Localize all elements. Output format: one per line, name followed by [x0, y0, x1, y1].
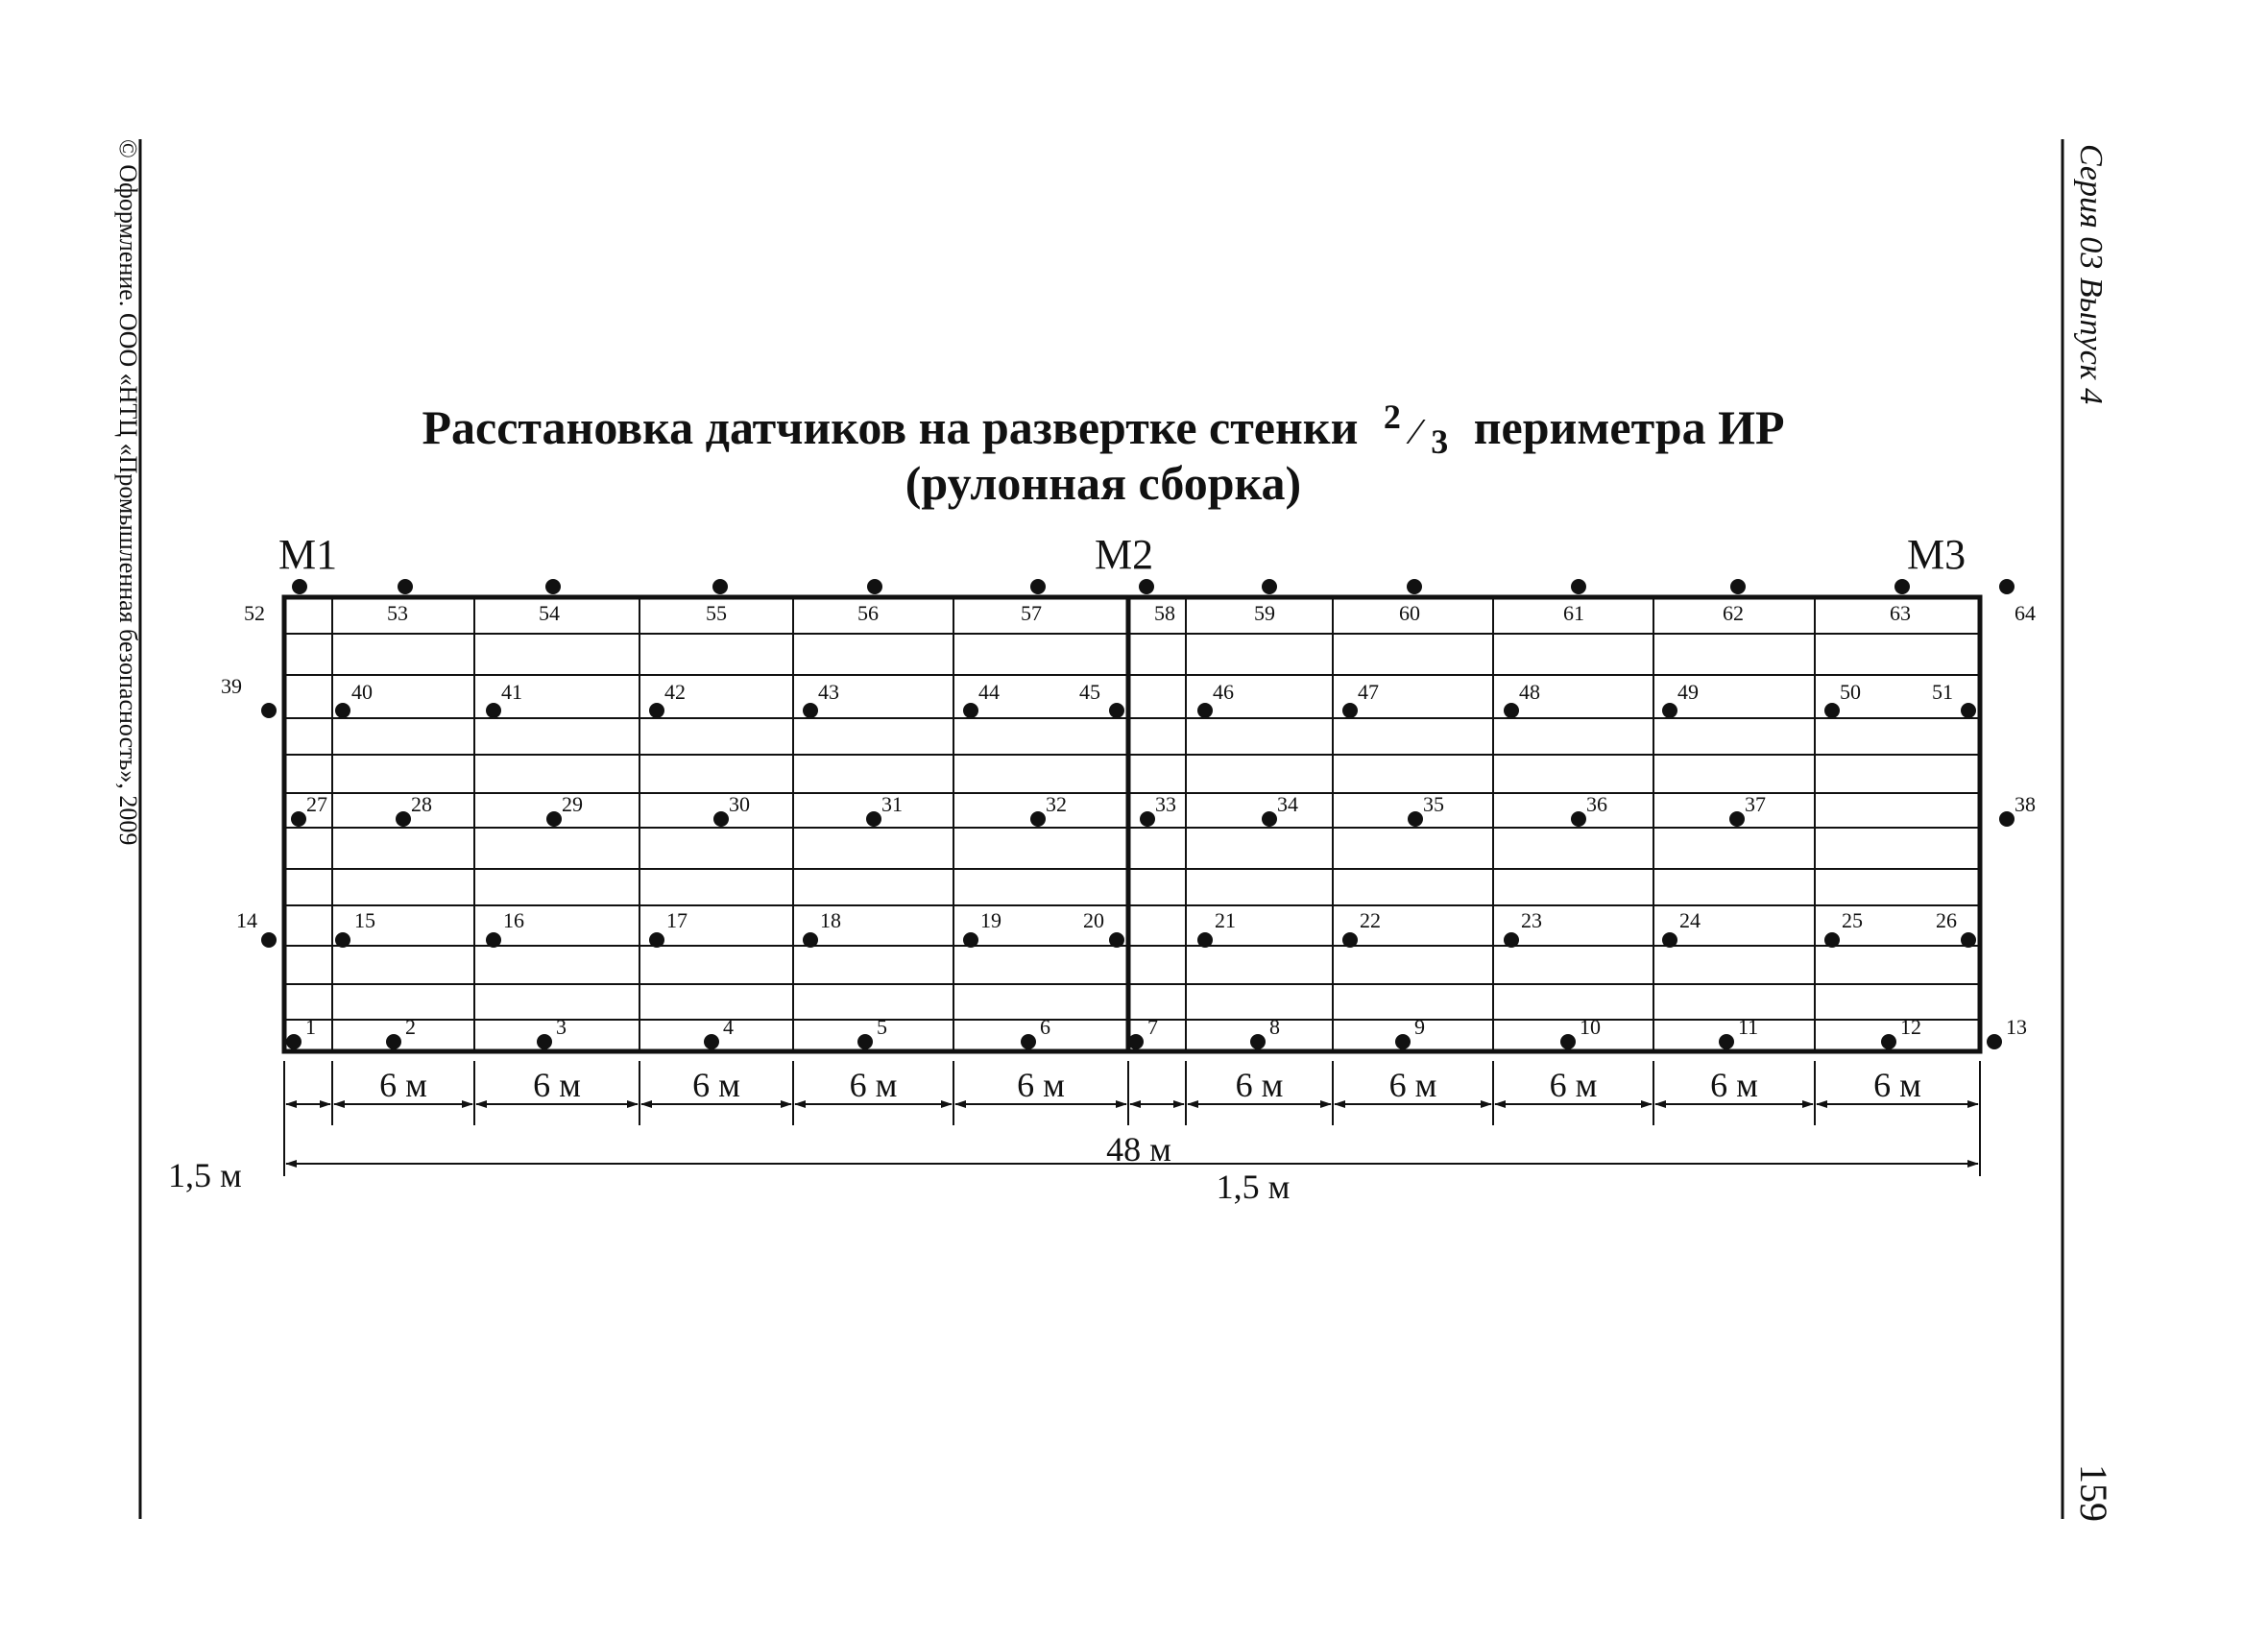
- sensor-dot: [1197, 932, 1213, 948]
- sensor-number: 22: [1360, 908, 1381, 932]
- segment-length-label: 6 м: [1710, 1066, 1758, 1104]
- sensor-dot: [1408, 811, 1423, 827]
- sensor-number: 15: [354, 908, 375, 932]
- copyright-text: © Оформление. ООО «НТЦ «Промышленная безопасность», 2009: [114, 139, 142, 846]
- sensor-dot: [1881, 1034, 1896, 1049]
- sensor-dot: [1342, 932, 1358, 948]
- sensor-number: 42: [664, 680, 686, 704]
- sensor-number: 58: [1154, 601, 1175, 625]
- sensor-dot: [1999, 811, 2015, 827]
- sensor-dot: [1894, 579, 1910, 594]
- sensor-dot: [1560, 1034, 1576, 1049]
- sensor-number: 3: [556, 1015, 567, 1039]
- sensor-dot: [335, 703, 350, 718]
- sensor-dot: [1961, 703, 1976, 718]
- sensor-dot: [1571, 811, 1586, 827]
- sensor-number: 46: [1213, 680, 1234, 704]
- sensor-number: 61: [1563, 601, 1584, 625]
- sensor-dot: [1729, 811, 1745, 827]
- sensor-number: 17: [666, 908, 688, 932]
- total-length-label: 48 м: [1106, 1130, 1171, 1168]
- sensor-number: 31: [881, 792, 903, 816]
- sensor-number: 14: [236, 908, 257, 932]
- segment-length-label: 6 м: [1873, 1066, 1921, 1104]
- sensor-number: 26: [1936, 908, 1957, 932]
- sensor-dot: [1407, 579, 1422, 594]
- sensor-number: 36: [1586, 792, 1607, 816]
- sensor-number: 23: [1521, 908, 1542, 932]
- sensor-number: 53: [387, 601, 408, 625]
- sensor-dot: [1730, 579, 1746, 594]
- sensor-number: 50: [1840, 680, 1861, 704]
- sensor-number: 43: [818, 680, 839, 704]
- sensor-dot: [486, 703, 501, 718]
- diagram-title: Расстановка датчиков на развертке стенки $^2$ $_⁄$ $_3$ периметра ИР: [422, 397, 1785, 461]
- sensor-dot: [291, 811, 306, 827]
- sensor-dot: [1395, 1034, 1411, 1049]
- sensor-number: 44: [978, 680, 1000, 704]
- sensor-dot: [649, 932, 664, 948]
- sensor-number: 54: [539, 601, 560, 625]
- sensor-number: 5: [877, 1015, 887, 1039]
- sensor-number: 56: [857, 601, 879, 625]
- sensor-dot: [963, 932, 978, 948]
- sensor-dot: [866, 811, 881, 827]
- sensor-dot: [1961, 932, 1976, 948]
- marker-m3: М3: [1907, 531, 1966, 578]
- marker-m2: М2: [1095, 531, 1154, 578]
- sensor-number: 13: [2006, 1015, 2027, 1039]
- sensor-dot: [398, 579, 413, 594]
- segment-length-label: 6 м: [1017, 1066, 1065, 1104]
- sensor-dot: [286, 1034, 302, 1049]
- segment-length-label: 6 м: [849, 1066, 898, 1104]
- sensor-number: 8: [1269, 1015, 1280, 1039]
- sensor-number: 59: [1254, 601, 1275, 625]
- title-part-2: периметра ИР: [1473, 400, 1785, 454]
- sensor-number: 7: [1147, 1015, 1158, 1039]
- segment-length-label: 6 м: [533, 1066, 581, 1104]
- sensor-number: 57: [1021, 601, 1042, 625]
- sensor-dot: [335, 932, 350, 948]
- sensor-number: 24: [1679, 908, 1701, 932]
- sensor-number: 39: [221, 674, 242, 698]
- sensor-dot: [1824, 932, 1840, 948]
- sensor-dot: [1662, 932, 1677, 948]
- sensor-number: 51: [1932, 680, 1953, 704]
- sensor-number: 38: [2015, 792, 2036, 816]
- sensor-dot: [546, 811, 562, 827]
- wall-development-grid: [284, 597, 1980, 1051]
- sensor-number: 27: [306, 792, 327, 816]
- title-fraction-numerator: 2: [1383, 397, 1401, 436]
- sensor-number: 33: [1155, 792, 1176, 816]
- sensor-dot: [1342, 703, 1358, 718]
- sensor-number: 49: [1677, 680, 1699, 704]
- sensor-number: 1: [305, 1015, 316, 1039]
- sensor-dot: [1030, 579, 1046, 594]
- sensor-dot: [1109, 703, 1124, 718]
- sensor-dot: [1139, 579, 1154, 594]
- sensor-number: 16: [503, 908, 524, 932]
- sensor-dot: [867, 579, 882, 594]
- sensor-number: 37: [1745, 792, 1766, 816]
- sensor-number: 30: [729, 792, 750, 816]
- sensor-number: 48: [1519, 680, 1540, 704]
- sensor-dot: [1021, 1034, 1036, 1049]
- sensor-number: 35: [1423, 792, 1444, 816]
- sensor-dot: [261, 703, 277, 718]
- sensor-number: 18: [820, 908, 841, 932]
- sensor-number: 10: [1580, 1015, 1601, 1039]
- sensor-dot: [1140, 811, 1155, 827]
- segment-length-label: 6 м: [1549, 1066, 1598, 1104]
- sensor-dot: [261, 932, 277, 948]
- sensor-dot: [1262, 811, 1277, 827]
- page-number: 159: [2072, 1464, 2115, 1522]
- sensor-dot: [486, 932, 501, 948]
- edge-left-label: 1,5 м: [168, 1156, 242, 1194]
- sensor-number: 20: [1083, 908, 1104, 932]
- sensor-number: 32: [1046, 792, 1067, 816]
- sensor-number: 2: [405, 1015, 416, 1039]
- sensor-number: 4: [723, 1015, 734, 1039]
- sensor-dot: [803, 703, 818, 718]
- sensor-dot: [292, 579, 307, 594]
- sensor-number: 60: [1399, 601, 1420, 625]
- sensor-dot: [537, 1034, 552, 1049]
- sensor-dot: [712, 579, 728, 594]
- diagram-subtitle: (рулонная сборка): [905, 456, 1302, 510]
- sensor-number: 34: [1277, 792, 1298, 816]
- sensor-number: 25: [1842, 908, 1863, 932]
- sensor-dot: [713, 811, 729, 827]
- sensor-dot: [704, 1034, 719, 1049]
- sensor-number: 6: [1040, 1015, 1050, 1039]
- sensor-dot: [1987, 1034, 2002, 1049]
- sensor-number: 62: [1723, 601, 1744, 625]
- series-label: Серия 03 Выпуск 4: [2073, 144, 2109, 405]
- sensor-dot: [1999, 579, 2015, 594]
- sensor-number: 41: [501, 680, 522, 704]
- title-part-1: Расстановка датчиков на развертке стенки: [422, 400, 1359, 454]
- edge-right-label: 1,5 м: [1216, 1168, 1291, 1206]
- sensor-dot: [1719, 1034, 1734, 1049]
- sensor-dot: [803, 932, 818, 948]
- sensor-dot: [1250, 1034, 1266, 1049]
- segment-length-label: 6 м: [1388, 1066, 1437, 1104]
- sensor-number: 12: [1900, 1015, 1921, 1039]
- sensor-number: 52: [244, 601, 265, 625]
- title-fraction-denominator: 3: [1431, 422, 1449, 461]
- sensor-dot: [1571, 579, 1586, 594]
- sensor-number: 21: [1215, 908, 1236, 932]
- sensor-number: 45: [1079, 680, 1100, 704]
- sensor-number: 11: [1738, 1015, 1759, 1039]
- sensor-dot: [545, 579, 561, 594]
- sensor-dot: [649, 703, 664, 718]
- marker-m1: М1: [278, 531, 338, 578]
- sensor-number: 47: [1358, 680, 1379, 704]
- sensor-dot: [1504, 703, 1519, 718]
- sensor-dot: [1504, 932, 1519, 948]
- sensor-dot: [1109, 932, 1124, 948]
- sensor-number: 28: [411, 792, 432, 816]
- sensor-dot: [386, 1034, 401, 1049]
- sensor-number: 64: [2015, 601, 2036, 625]
- sensor-dot: [1824, 703, 1840, 718]
- sensor-number: 63: [1890, 601, 1911, 625]
- sensor-number: 55: [706, 601, 727, 625]
- sensor-dot: [1030, 811, 1046, 827]
- sensor-dot: [1262, 579, 1277, 594]
- segment-length-label: 6 м: [692, 1066, 740, 1104]
- sensor-number: 9: [1414, 1015, 1425, 1039]
- sensor-dot: [1662, 703, 1677, 718]
- sensor-dot: [963, 703, 978, 718]
- segment-length-label: 6 м: [1235, 1066, 1284, 1104]
- segment-length-label: 6 м: [379, 1066, 427, 1104]
- sensor-number: 19: [980, 908, 1001, 932]
- sensor-dot: [396, 811, 411, 827]
- sensor-dot: [1197, 703, 1213, 718]
- sensor-number: 40: [351, 680, 373, 704]
- sensor-number: 29: [562, 792, 583, 816]
- sensor-dot: [1128, 1034, 1144, 1049]
- sensor-dot: [857, 1034, 873, 1049]
